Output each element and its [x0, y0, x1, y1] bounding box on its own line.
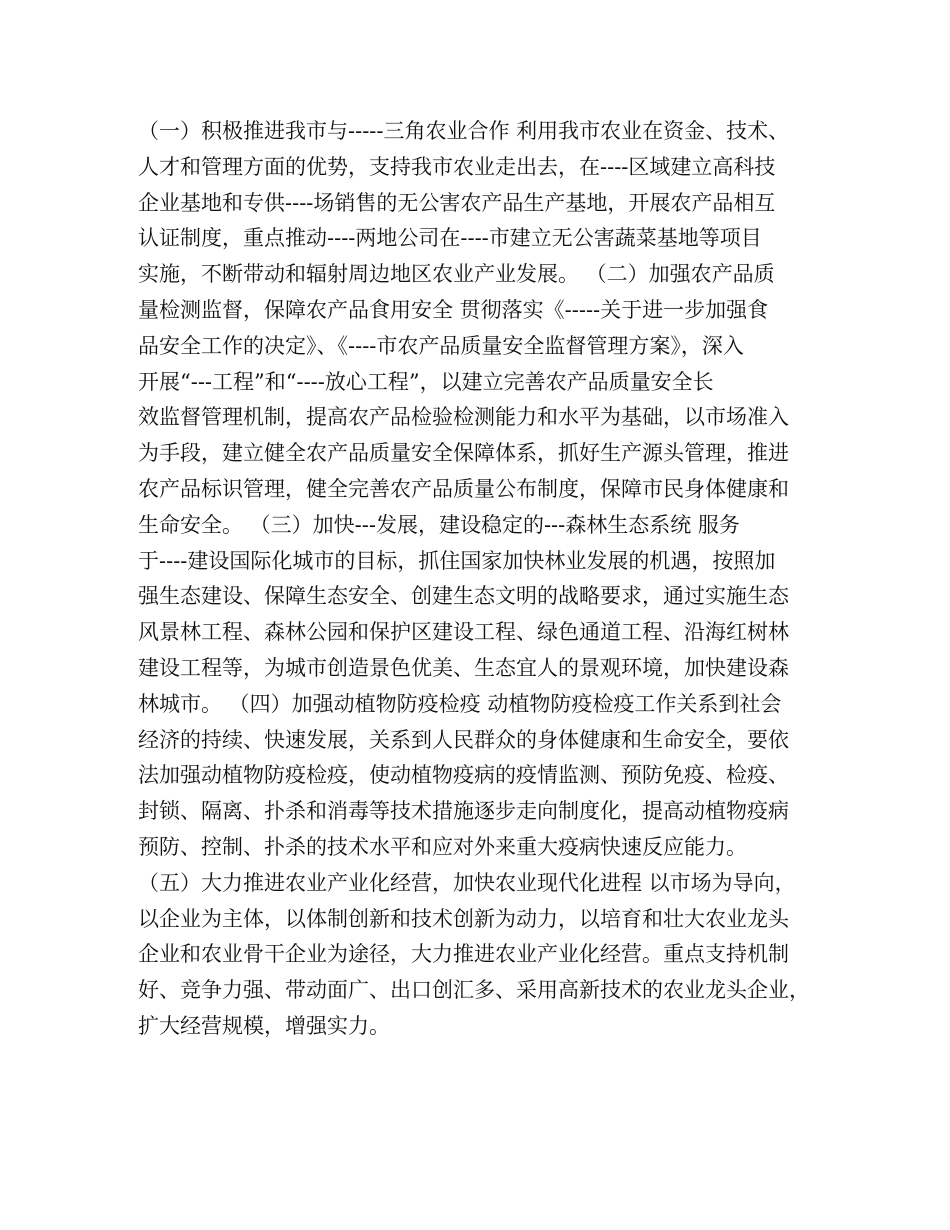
- text-line: 好、竞争力强、带动面广、出口创汇多、采用高新技术的农业龙头企业，: [138, 978, 810, 1003]
- text-line: 企业和农业骨干企业为途径，大力推进农业产业化经营。重点支持机制: [138, 942, 789, 967]
- text-line: 为手段，建立健全农产品质量安全保障体系，抓好生产源头管理，推进: [138, 441, 789, 466]
- text-line: 建设工程等，为城市创造景色优美、生态宜人的景观环境，加快建设森: [138, 655, 789, 680]
- text-line: 企业基地和专供----场销售的无公害农产品生产基地，开展农产品相互: [138, 190, 776, 215]
- text-line: 人才和管理方面的优势，支持我市农业走出去，在----区域建立高科技: [138, 154, 776, 179]
- text-line: 于----建设国际化城市的目标，抓住国家加快林业发展的机遇，按照加: [138, 548, 776, 573]
- text-line: 开展“---工程”和“----放心工程”，以建立完善农产品质量安全长: [138, 369, 714, 394]
- text-line: 风景林工程、森林公园和保护区建设工程、绿色通道工程、沿海红树林: [138, 620, 789, 645]
- text-line: 品安全工作的决定》、《----市农产品质量安全监督管理方案》，深入: [138, 333, 744, 358]
- text-line: 量检测监督，保障农产品食用安全 贯彻落实《-----关于进一步加强食: [138, 297, 769, 322]
- text-line: 强生态建设、保障生态安全、创建生态文明的战略要求，通过实施生态: [138, 584, 789, 609]
- text-line: 效监督管理机制，提高农产品检验检测能力和水平为基础，以市场准入: [138, 405, 789, 430]
- text-line: 生命安全。 （三）加快---发展，建设稳定的---森林生态系统 服务: [138, 512, 740, 537]
- text-line: 经济的持续、快速发展，关系到人民群众的身体健康和生命安全，要依: [138, 727, 789, 752]
- text-line: 封锁、隔离、扑杀和消毒等技术措施逐步走向制度化，提高动植物疫病: [138, 799, 789, 824]
- text-line: （五）大力推进农业产业化经营，加快农业现代化进程 以市场为导向，: [138, 870, 796, 895]
- text-line: 扩大经营规模，增强实力。: [138, 1013, 390, 1038]
- text-line: （一）积极推进我市与-----三角农业合作 利用我市农业在资金、技术、: [138, 119, 790, 143]
- text-line: 预防、控制、扑杀的技术水平和应对外来重大疫病快速反应能力。: [138, 834, 747, 859]
- document-body-text: [138, 114, 838, 1045]
- text-line: 林城市。 （四）加强动植物防疫检疫 动植物防疫检疫工作关系到社会: [138, 691, 782, 716]
- text-line: 农产品标识管理，健全完善农产品质量公布制度，保障市民身体健康和: [138, 476, 789, 501]
- text-line: 法加强动植物防疫检疫，使动植物疫病的疫情监测、预防免疫、检疫、: [138, 763, 789, 788]
- text-line: 认证制度，重点推动----两地公司在----市建立无公害蔬菜基地等项目: [138, 226, 762, 251]
- text-line: 实施，不断带动和辐射周边地区农业产业发展。 （二）加强农产品质: [138, 262, 775, 287]
- text-line: 以企业为主体，以体制创新和技术创新为动力，以培育和壮大农业龙头: [138, 906, 789, 931]
